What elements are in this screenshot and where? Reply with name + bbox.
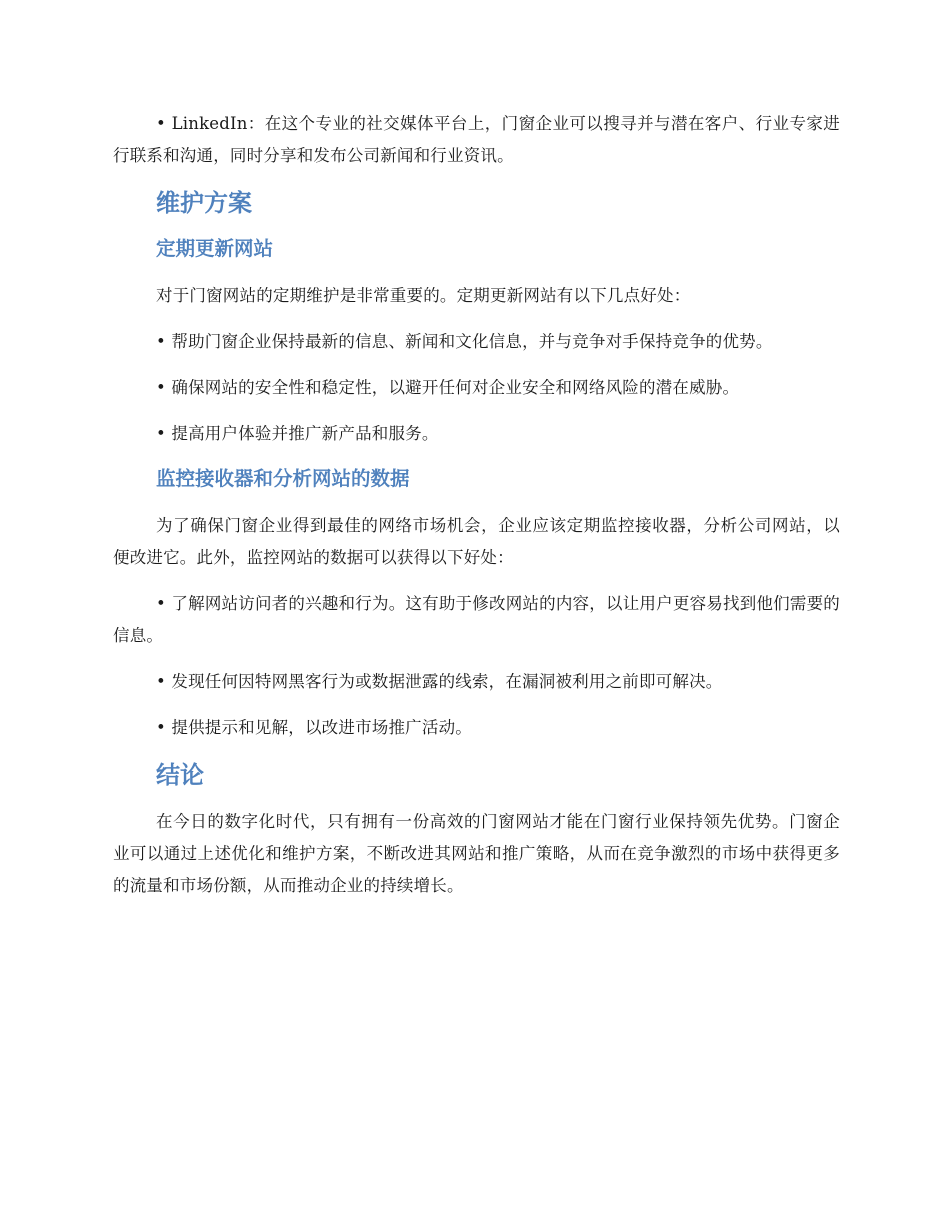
bullet-linkedin: • LinkedIn：在这个专业的社交媒体平台上，门窗企业可以搜寻并与潜在客户、行业专家进行联系和沟通，同时分享和发布公司新闻和行业资讯。 bbox=[113, 114, 840, 165]
bullet-visitor-interest: • 了解网站访问者的兴趣和行为。这有助于修改网站的内容，以让用户更容易找到他们需要的信息。 bbox=[113, 594, 840, 645]
paragraph-monitor-intro: 为了确保门窗企业得到最佳的网络市场机会，企业应该定期监控接收器，分析公司网站，以便改进它。此外，监控网站的数据可以获得以下好处： bbox=[113, 516, 840, 567]
bullet-hacker-leak: • 发现任何因特网黑客行为或数据泄露的线索，在漏洞被利用之前即可解决。 bbox=[156, 672, 723, 691]
paragraph-conclusion: 在今日的数字化时代，只有拥有一份高效的门窗网站才能在门窗行业保持领先优势。门窗企业可以通过上述优化和维护方案，不断改进其网站和推广策略，从而在竞争激烈的市场中获得更多的流量和市场份额，从而推动企业的持续增长。 bbox=[113, 812, 840, 895]
bullet-insights: • 提供提示和见解，以改进市场推广活动。 bbox=[156, 718, 472, 737]
subheading-regular-update: 定期更新网站 bbox=[156, 237, 274, 260]
paragraph-update-intro: 对于门窗网站的定期维护是非常重要的。定期更新网站有以下几点好处： bbox=[156, 286, 691, 305]
document-page bbox=[113, 108, 840, 902]
heading-conclusion: 结论 bbox=[156, 761, 204, 789]
bullet-user-experience: • 提高用户体验并推广新产品和服务。 bbox=[156, 424, 439, 443]
subheading-monitor-analyze: 监控接收器和分析网站的数据 bbox=[156, 467, 410, 490]
bullet-security: • 确保网站的安全性和稳定性，以避开任何对企业安全和网络风险的潜在威胁。 bbox=[156, 378, 740, 397]
heading-maintenance-plan: 维护方案 bbox=[156, 189, 252, 217]
bullet-latest-info: • 帮助门窗企业保持最新的信息、新闻和文化信息，并与竞争对手保持竞争的优势。 bbox=[156, 332, 773, 351]
